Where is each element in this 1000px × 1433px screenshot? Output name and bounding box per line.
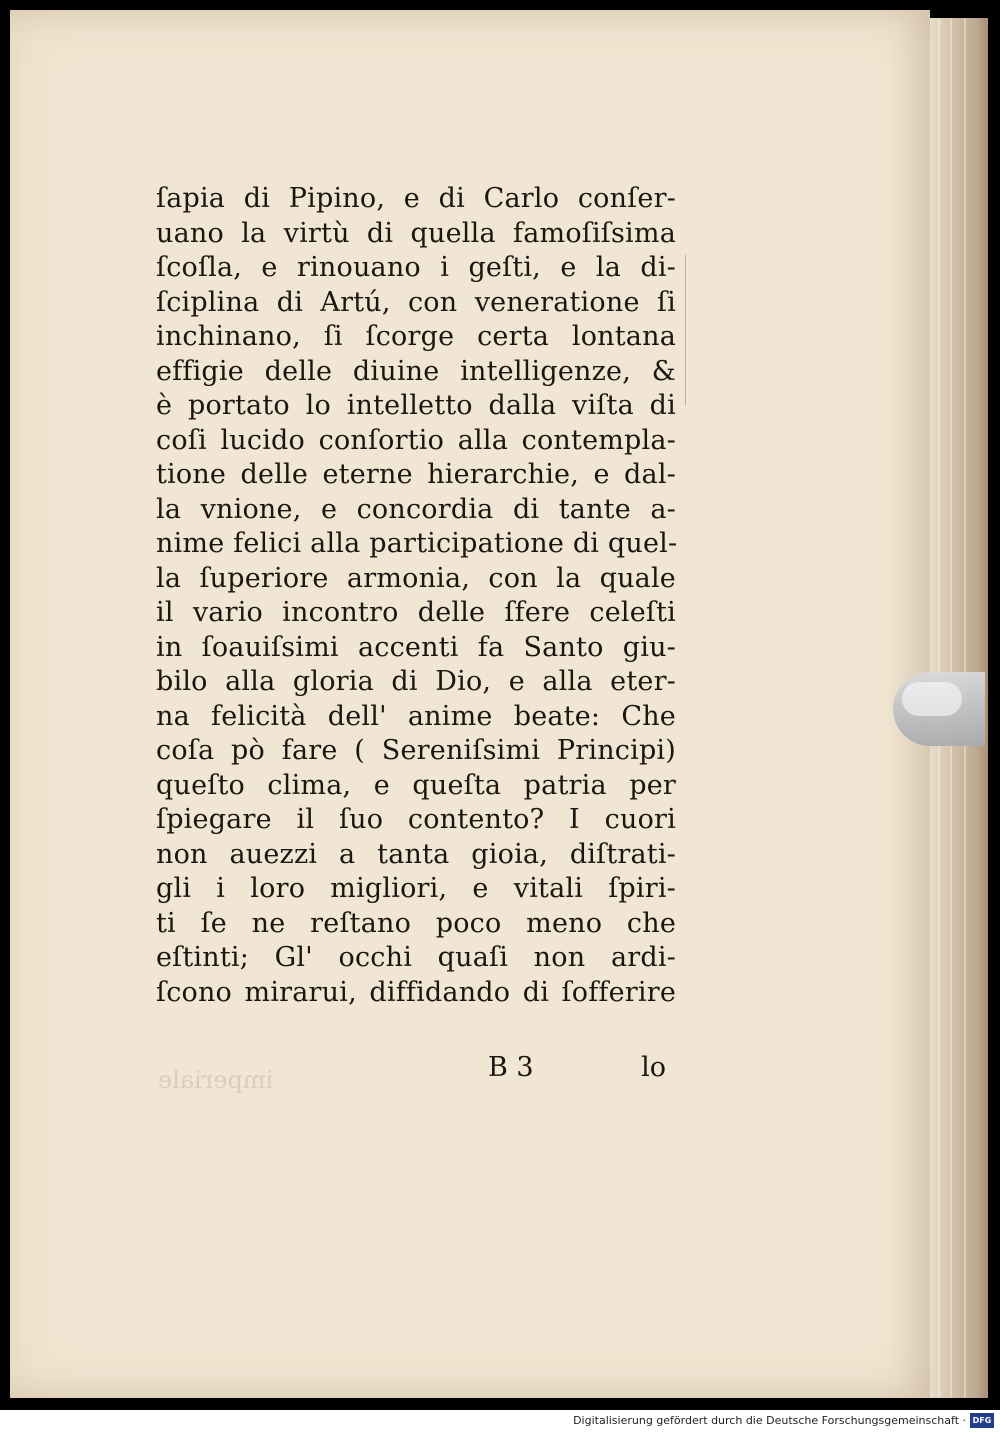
text-line: bilo alla gloria di Dio, e alla eter-: [156, 666, 676, 697]
text-line: uano la virtù di quella famoſiſsima: [156, 217, 676, 249]
text-line: non auezzi a tanta gioia, diſtrati-: [156, 838, 676, 870]
text-line: ſciplina di Artú, con veneratione ſi: [156, 286, 676, 318]
text-line: effigie delle diuine intelligenze, &: [156, 355, 676, 387]
digitization-footer: [0, 1410, 1000, 1433]
text-line: la ſuperiore armonia, con la quale: [156, 562, 676, 594]
text-line: nime felici alla participatione di quel-: [156, 528, 678, 559]
text-line: ſcoſla, e rinouano i geſti, e la di-: [156, 252, 676, 283]
signature-mark: B 3: [488, 1052, 534, 1083]
text-line: ſapia di Pipino, e di Carlo conſer-: [156, 183, 676, 214]
text-line: la vnione, e concordia di tante a-: [156, 493, 676, 525]
text-line: ti ſe ne reſtano poco meno che: [156, 907, 676, 939]
dfg-logo-icon: DFG: [970, 1413, 994, 1428]
text-line: ſpiegare il ſuo contento? I cuori: [156, 804, 676, 835]
text-line: in ſoauiſsimi accenti fa Santo giu-: [156, 631, 676, 663]
page-clip-highlight: [902, 682, 962, 716]
text-line: coſa pò fare ( Sereniſsimi Principi): [156, 735, 676, 766]
text-line: na felicità dell' anime beate: Che: [156, 700, 676, 732]
bleed-through-text: imperiale: [158, 1066, 274, 1094]
text-line: coſi lucido conſortio alla contempla-: [156, 424, 676, 456]
text-line: gli i loro migliori, e vitali ſpiri-: [156, 873, 676, 904]
catchword: lo: [641, 1052, 666, 1083]
body-text: [156, 182, 676, 1010]
text-line: ſcono mirarui, diffidando di ſofferire: [156, 976, 676, 1008]
text-line: è portato lo intelletto dalla viſta di: [156, 390, 676, 421]
text-line: eſtinti; Gl' occhi quaſi non ardi-: [156, 942, 676, 973]
funding-credit: Digitalisierung gefördert durch die Deutsche Forschungsgemeinschaft ·: [573, 1414, 966, 1427]
margin-rule: [685, 255, 686, 405]
text-line: queſto clima, e queſta patria per: [156, 769, 676, 801]
text-line: tione delle eterne hierarchie, e dal-: [156, 459, 676, 490]
text-line: il vario incontro delle ſfere celeſti: [156, 597, 676, 628]
text-line: inchinano, ſi ſcorge certa lontana: [156, 321, 676, 352]
